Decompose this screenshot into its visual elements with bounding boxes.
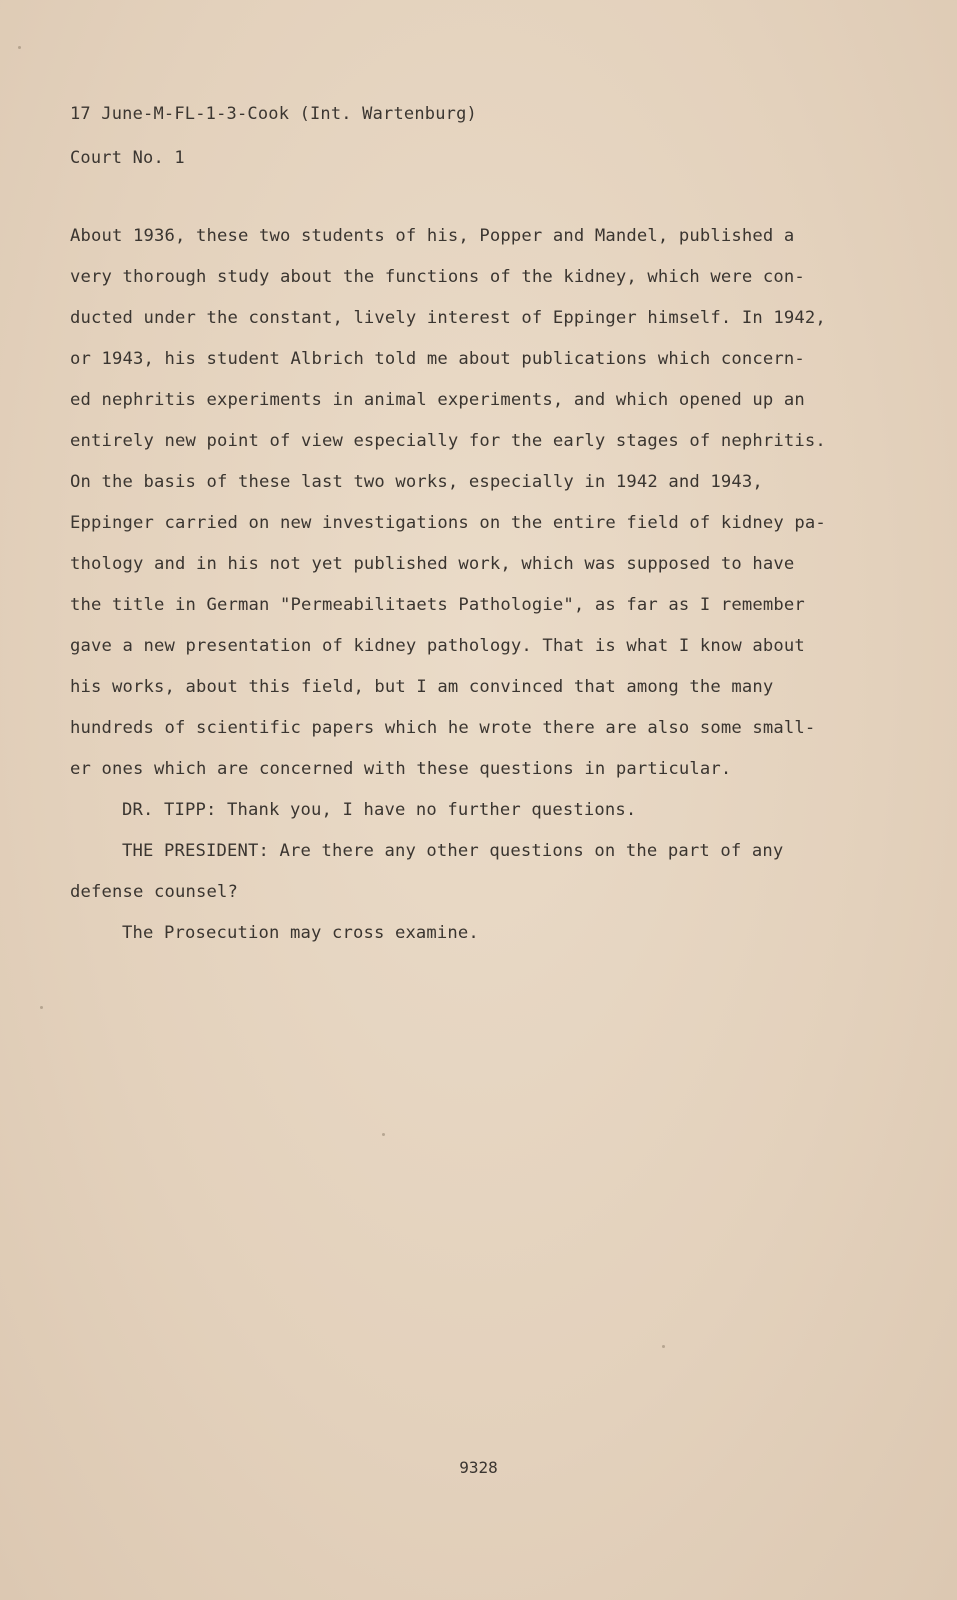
body-line: thology and in his not yet published work, which was supposed to have	[70, 554, 795, 574]
president-statement-continued: defense counsel?	[70, 882, 238, 902]
body-line: gave a new presentation of kidney pathology. That is what I know about	[70, 636, 805, 656]
body-line: ducted under the constant, lively interest of Eppinger himself. In 1942,	[70, 308, 826, 328]
paper-speck	[382, 1133, 385, 1136]
body-line: ed nephritis experiments in animal experiments, and which opened up an	[70, 390, 805, 410]
body-line: entirely new point of view especially for the early stages of nephritis.	[70, 431, 826, 451]
body-line: his works, about this field, but I am convinced that among the many	[70, 677, 774, 697]
paper-speck	[18, 46, 21, 49]
body-line: very thorough study about the functions of the kidney, which were con-	[70, 267, 805, 287]
body-line: On the basis of these last two works, especially in 1942 and 1943,	[70, 472, 763, 492]
body-line: About 1936, these two students of his, Popper and Mandel, published a	[70, 226, 795, 246]
body-line: Eppinger carried on new investigations on the entire field of kidney pa-	[70, 513, 826, 533]
body-line: the title in German "Permeabilitaets Pathologie", as far as I remember	[70, 595, 805, 615]
paper-speck	[662, 1345, 665, 1348]
court-header: Court No. 1	[70, 148, 185, 168]
body-line: or 1943, his student Albrich told me about publications which concern-	[70, 349, 805, 369]
president-statement: THE PRESIDENT: Are there any other questions on the part of any	[122, 841, 784, 861]
paper-speck	[40, 1006, 43, 1009]
prosecution-statement: The Prosecution may cross examine.	[122, 923, 479, 943]
case-header: 17 June-M-FL-1-3-Cook (Int. Wartenburg)	[70, 104, 477, 124]
dr-tipp-statement: DR. TIPP: Thank you, I have no further questions.	[122, 800, 637, 820]
body-line: hundreds of scientific papers which he wrote there are also some small-	[70, 718, 816, 738]
body-line: er ones which are concerned with these questions in particular.	[70, 759, 732, 779]
page-number: 9328	[459, 1458, 498, 1477]
